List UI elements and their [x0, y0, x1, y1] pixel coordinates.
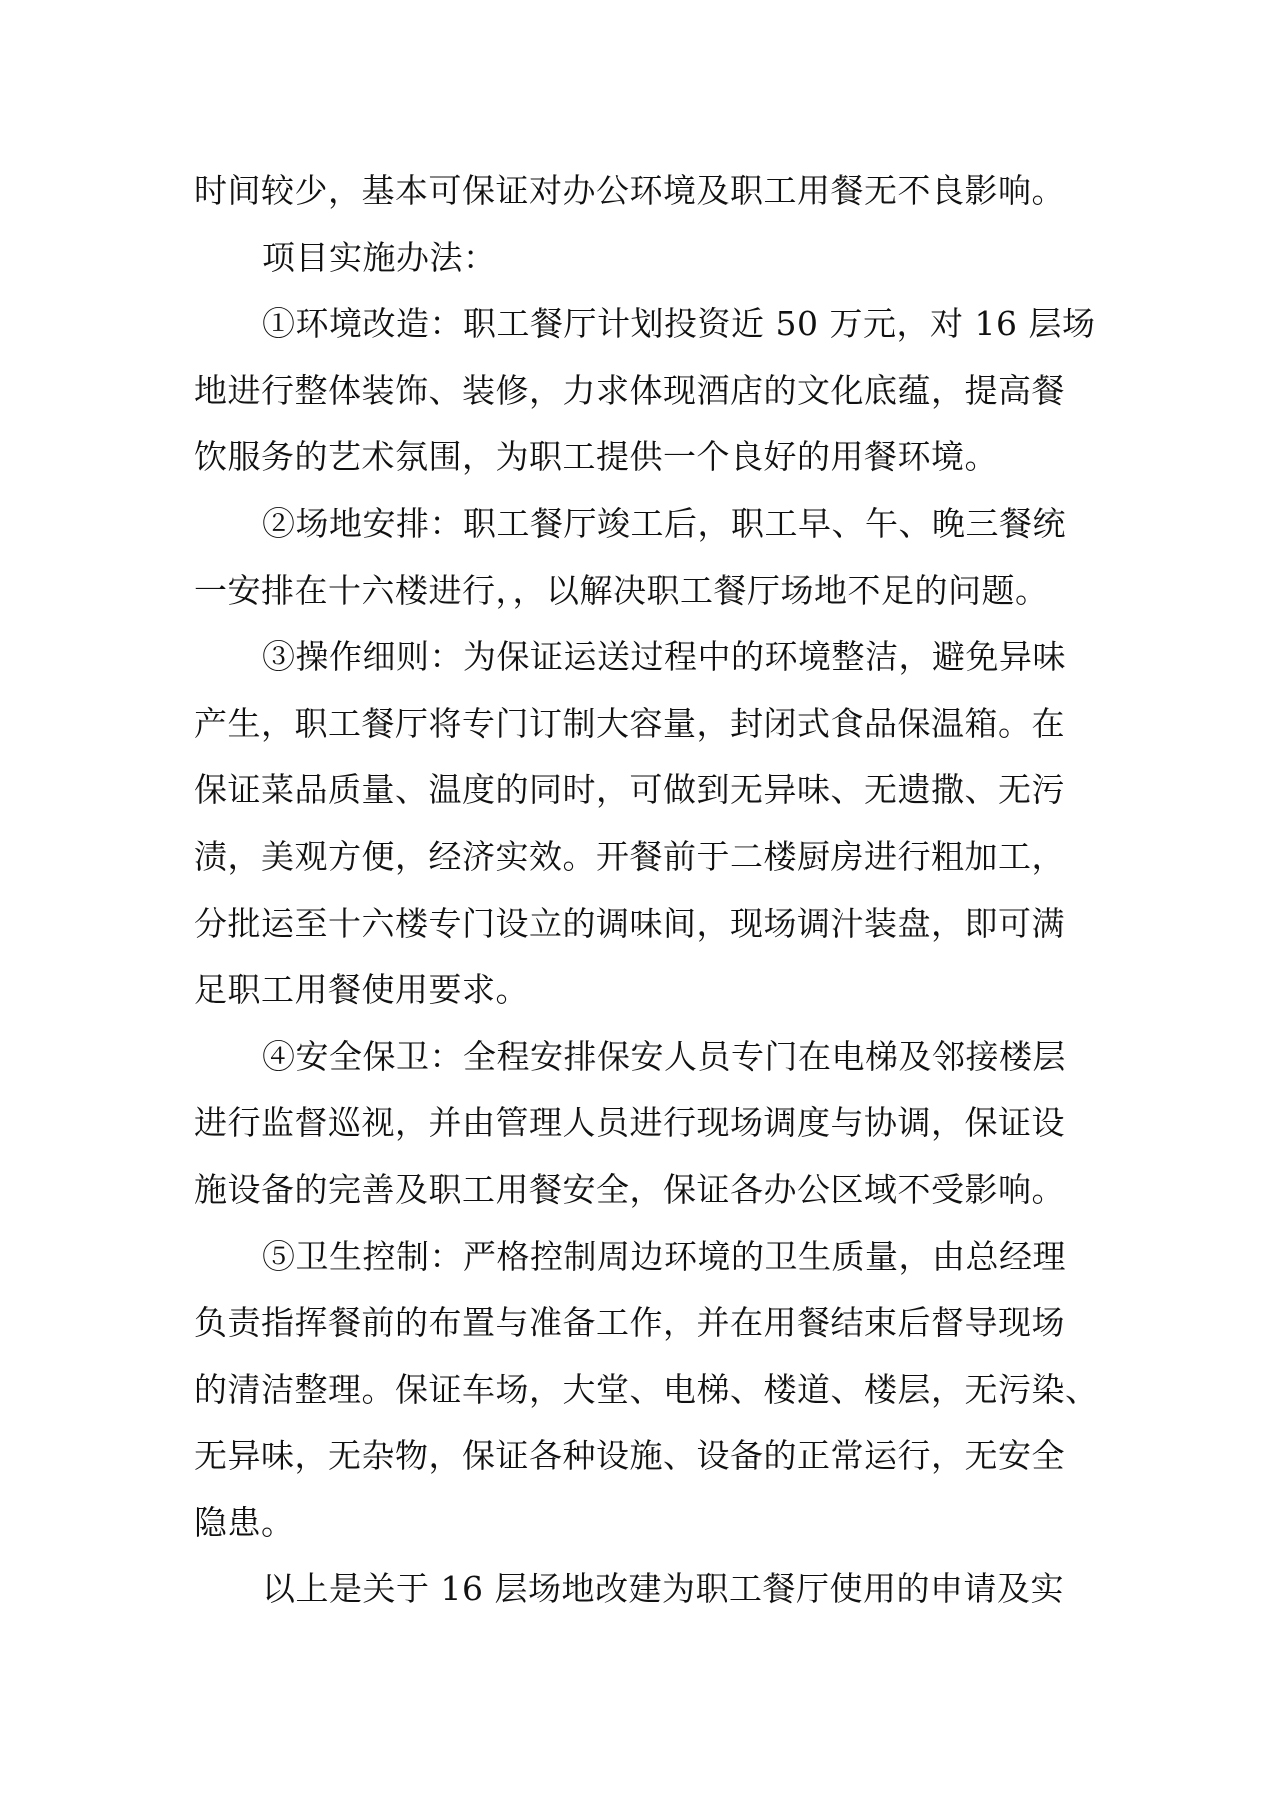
text-line: 时间较少，基本可保证对办公环境及职工用餐无不良影响。: [194, 171, 1065, 210]
document-body: [194, 158, 1099, 1623]
text-line: 进行监督巡视，并由管理人员进行现场调度与协调，保证设: [194, 1103, 1065, 1143]
text-line: ①环境改造：职工餐厅计划投资近 50 万元，对 16 层场: [262, 304, 1096, 344]
text-line: 以上是关于 16 层场地改建为职工餐厅使用的申请及实: [262, 1569, 1064, 1609]
text-line: ③操作细则：为保证运送过程中的环境整洁，避免异味: [262, 637, 1066, 677]
text-line: 无异味，无杂物，保证各种设施、设备的正常运行，无安全: [194, 1436, 1065, 1476]
text-line: 分批运至十六楼专门设立的调味间，现场调汁装盘，即可满: [194, 903, 1065, 943]
text-line: 产生，职工餐厅将专门订制大容量，封闭式食品保温箱。在: [194, 703, 1065, 743]
text-line: 施设备的完善及职工用餐安全，保证各办公区域不受影响。: [194, 1169, 1065, 1209]
text-line: 渍，美观方便，经济实效。开餐前于二楼厨房进行粗加工，: [194, 836, 1065, 876]
text-line: 饮服务的艺术氛围，为职工提供一个良好的用餐环境。: [194, 437, 998, 477]
text-line: 一安排在十六楼进行，，以解决职工餐厅场地不足的问题。: [194, 570, 1049, 610]
text-line: 的清洁整理。保证车场，大堂、电梯、楼道、楼层，无污染、: [194, 1369, 1099, 1409]
text-line: 负责指挥餐前的布置与准备工作，并在用餐结束后督导现场: [194, 1303, 1065, 1343]
text-line: ⑤卫生控制：严格控制周边环境的卫生质量，由总经理: [262, 1236, 1066, 1276]
text-line: ②场地安排：职工餐厅竣工后，职工早、午、晚三餐统: [262, 503, 1066, 543]
text-line: 保证菜品质量、温度的同时，可做到无异味、无遗撒、无污: [194, 770, 1065, 810]
text-line: 足职工用餐使用要求。: [194, 970, 529, 1010]
text-line: 隐患。: [194, 1502, 295, 1542]
text-line: ④安全保卫：全程安排保安人员专门在电梯及邻接楼层: [262, 1036, 1066, 1076]
text-line: 地进行整体装饰、装修，力求体现酒店的文化底蕴，提高餐: [194, 370, 1065, 410]
section-heading: 项目实施办法：: [262, 237, 497, 277]
